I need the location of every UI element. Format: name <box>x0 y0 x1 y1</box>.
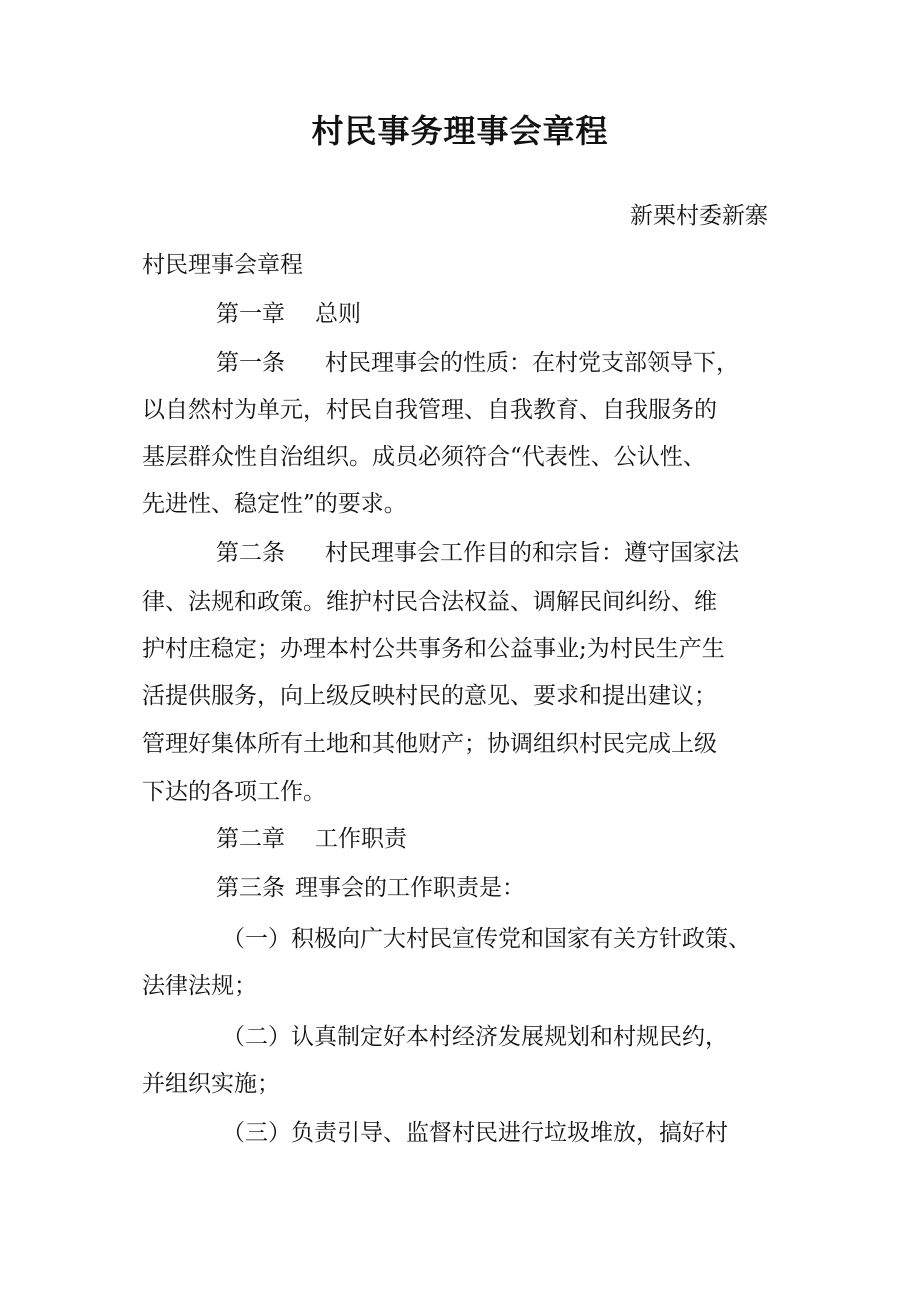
article-2-label: 第二条 <box>216 540 285 566</box>
article-2-line-3: 护村庄稳定；办理本村公共事务和公益事业;为村民生产生 <box>142 636 725 662</box>
article-1-text: 村民理事会的性质：在村党支部领导下， <box>325 350 739 376</box>
document-subtitle: 村民理事会章程 <box>142 252 303 278</box>
chapter-2-title: 工作职责 <box>315 826 407 852</box>
chapter-1-label: 第一章 <box>216 301 285 327</box>
article-2-line-5: 管理好集体所有土地和其他财产；协调组织村民完成上级 <box>142 731 717 757</box>
document-author: 新栗村委新寨 <box>630 203 768 229</box>
article-2-line-2: 律、法规和政策。维护村民合法权益、调解民间纠纷、维 <box>142 589 717 615</box>
chapter-1-heading <box>216 298 361 330</box>
article-3-label: 第三条 <box>216 875 285 901</box>
article-2-line-1 <box>216 537 739 569</box>
article-1-line-1 <box>216 347 739 379</box>
article-1-label: 第一条 <box>216 350 285 376</box>
chapter-2-heading <box>216 823 407 855</box>
item-1-line-2: 法律法规； <box>142 973 257 999</box>
article-3-text: 理事会的工作职责是： <box>295 875 525 901</box>
article-1-line-4: 先进性、稳定性”的要求。 <box>142 491 407 517</box>
item-2-line-2: 并组织实施； <box>142 1071 280 1097</box>
article-2-line-6: 下达的各项工作。 <box>142 779 326 805</box>
article-1-line-3: 基层群众性自治组织。成员必须符合“代表性、公认性、 <box>142 444 706 470</box>
article-2-text: 村民理事会工作目的和宗旨：遵守国家法 <box>325 540 739 566</box>
item-3-line-1: （三）负责引导、监督村民进行垃圾堆放，搞好村 <box>222 1120 728 1146</box>
article-3-line-1 <box>216 872 525 904</box>
item-1-line-1: （一）积极向广大村民宣传党和国家有关方针政策、 <box>222 926 751 952</box>
item-2-line-1: （二）认真制定好本村经济发展规划和村规民约， <box>222 1024 728 1050</box>
chapter-2-label: 第二章 <box>216 826 285 852</box>
document-title: 村民事务理事会章程 <box>311 112 609 150</box>
chapter-1-title: 总则 <box>315 301 361 327</box>
article-2-line-4: 活提供服务，向上级反映村民的意见、要求和提出建议； <box>142 683 717 709</box>
article-1-line-2: 以自然村为单元，村民自我管理、自我教育、自我服务的 <box>142 397 717 423</box>
